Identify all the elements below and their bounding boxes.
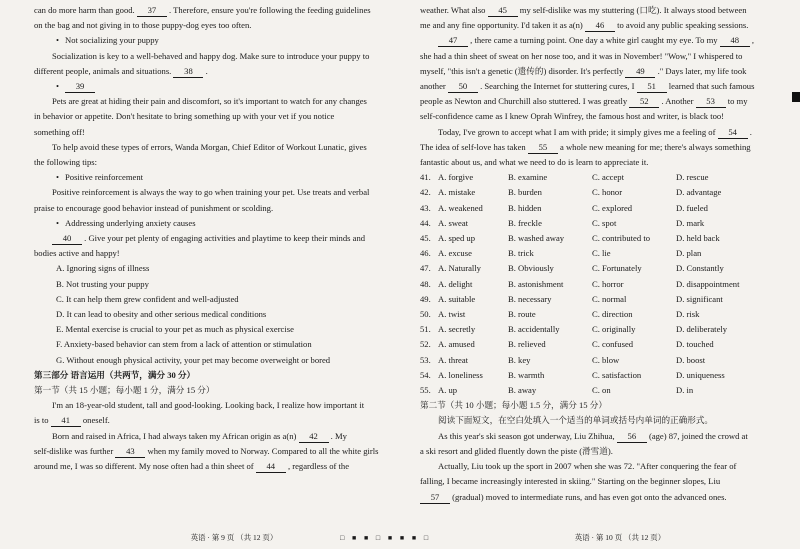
blank-38: 38 [173,66,203,78]
option-row [420,322,782,337]
question-number: 41. [420,172,431,183]
option-b: B. accidentally [508,324,560,335]
text-line: weather. What also 45 my self-dislike was my stuttering (口吃). It always stood between [420,5,747,15]
text-line: around me, I was so different. My nose often had a thin sheet of 44 , regardless of the [34,461,350,472]
option-c: C. lie [592,248,611,259]
text-line: myself, "this isn't a genetic (遗传的) disorder. It's perfectly 49 ." Days later, my life took [420,65,747,76]
left-text-block [34,3,386,474]
text-line: B. Not trusting your puppy [56,278,149,289]
option-d: D. advantage [676,187,722,198]
blank-48: 48 [720,35,750,47]
option-d: D. Constantly [676,263,724,274]
text-line: C. It can help them grew confident and well-adjusted [56,293,239,304]
option-c: C. Fortunately [592,263,642,274]
blank-39: 39 [65,81,95,93]
text-line: The idea of self-love has taken 55 a whole new meaning for me; there's always something [420,141,751,152]
option-c: C. blow [592,354,620,365]
option-a: A. loneliness [438,369,483,380]
text-line: 第三部分 语言运用（共两节，满分 30 分） [34,369,196,380]
option-row [420,307,782,322]
text-line: people as Newton and Churchill also stuttered. I was greatly 52 . Another 53 to my [420,96,748,107]
option-row [420,353,782,368]
option-d: D. uniqueness [676,369,725,380]
option-b: B. away [508,385,537,396]
option-d: D. plan [676,248,702,259]
blank-44: 44 [256,461,286,473]
blank-40: 40 [52,233,82,245]
option-d: D. mark [676,217,705,228]
page-edge-mark [792,92,800,102]
option-a: A. delight [438,278,473,289]
blank-50: 50 [448,81,478,93]
option-d: D. deliberately [676,324,728,335]
text-line: can do more harm than good. 37 . Therefore, ensure you're following the feeding guidelines [34,5,371,15]
text-line: G. Without enough physical activity, your pet may become overweight or bored [56,354,331,365]
option-c: C. honor [592,187,623,198]
question-number: 48. [420,278,431,289]
cloze-options [420,170,782,398]
text-line: a ski resort and glided fluently down the piste (滑雪道). [420,445,613,456]
text-line: 第一节（共 15 小题；每小题 1 分，满分 15 分） [34,385,215,396]
option-b: B. examine [508,172,548,183]
option-b: B. burden [508,187,542,198]
option-c: C. direction [592,309,633,320]
option-b: B. hidden [508,202,542,213]
blank-37: 37 [137,5,167,17]
question-number: 44. [420,217,431,228]
blank-52: 52 [629,96,659,108]
blank-41: 41 [51,415,81,427]
text-line: • Not socializing your puppy [34,33,386,48]
right-page [400,0,800,549]
text-line: As this year's ski season got underway, Liu Zhihua, 56 (age) 87, joined the crowd at [438,430,748,441]
option-b: B. warmth [508,369,545,380]
option-d: D. held back [676,233,720,244]
blank-43: 43 [115,446,145,458]
text-line: • Positive reinforcement [34,170,386,185]
option-a: A. excuse [438,248,472,259]
text-line: 57 (gradual) moved to intermediate runs, and has even got onto the advanced ones. [420,490,782,505]
option-c: C. spot [592,217,617,228]
text-line: self-dislike was further 43 when my family moved to Norway. Compared to all the white girls [34,445,379,456]
option-row [420,292,782,307]
option-row [420,170,782,185]
blank-55: 55 [528,142,558,154]
option-a: A. forgive [438,172,474,183]
question-number: 45. [420,233,431,244]
text-line: F. Anxiety-based behavior can stem from a lack of attention or stimulation [56,339,312,350]
option-b: B. freckle [508,217,542,228]
option-row [420,277,782,292]
option-row [420,185,782,200]
question-number: 49. [420,293,431,304]
blank-53: 53 [696,96,726,108]
option-c: C. contributed to [592,233,650,244]
blank-45: 45 [488,5,518,17]
text-line: I'm an 18-year-old student, tall and good-looking. Looking back, I realize how important it [52,400,365,411]
question-number: 53. [420,354,431,365]
option-b: B. trick [508,248,534,259]
text-line: Born and raised in Africa, I had always taken my African origin as a(n) 42 . My [52,430,347,441]
option-d: D. rescue [676,172,709,183]
blank-51: 51 [637,81,667,93]
text-line: something off! [34,126,85,137]
option-b: B. relieved [508,339,546,350]
question-number: 42. [420,187,431,198]
option-row [420,383,782,398]
option-a: A. sweat [438,217,469,228]
option-c: C. horror [592,278,624,289]
question-number: 54. [420,369,431,380]
option-d: D. boost [676,354,706,365]
option-d: D. fueled [676,202,708,213]
option-d: D. in [676,385,694,396]
option-d: D. significant [676,293,723,304]
question-number: 51. [420,324,431,335]
blank-49: 49 [625,66,655,78]
option-row [420,246,782,261]
text-line: Socialization is key to a well-behaved and happy dog. Make sure to introduce your puppy to [52,50,370,61]
option-a: A. up [438,385,458,396]
question-number: 43. [420,202,431,213]
text-line: is to 41 oneself. [34,415,110,426]
text-line: self-confidence came as I knew Oprah Winfrey, the famous host and writer, is black too! [420,111,725,122]
text-line: Positive reinforcement is always the way to go when training your pet. Use treats and verbal [52,187,370,198]
option-a: A. weakened [438,202,483,213]
left-page-footer: 英语 · 第 9 页 （共 12 页） [190,533,278,542]
option-a: A. twist [438,309,466,320]
text-line: in behavior or appetite. Don't hesitate to bring something up with your vet if you notice [34,111,335,122]
text-line: Pets are great at hiding their pain and discomfort, so it's important to watch for any changes [52,96,367,107]
blank-46: 46 [585,20,615,32]
text-line: me and any fine opportunity. I'd taken it as a(n) 46 to avoid any public speaking sessions. [420,20,749,31]
option-a: A. mistake [438,187,476,198]
option-b: B. astonishment [508,278,564,289]
option-b: B. washed away [508,233,565,244]
blank-56: 56 [617,431,647,443]
option-row [420,201,782,216]
option-b: B. key [508,354,531,365]
text-line: Actually, Liu took up the sport in 2007 when she was 72. "After conquering the fear of [438,461,737,472]
option-c: C. confused [592,339,634,350]
text-line: • Addressing underlying anxiety causes [34,216,386,231]
text-line: fantastic about us, and what we need to do is learn to appreciate it. [420,157,649,168]
text-line: bodies active and happy! [34,248,120,259]
question-number: 46. [420,248,431,259]
option-row [420,368,782,383]
text-line: 47 , there came a turning point. One day a white girl caught my eye. To my 48 , [420,33,782,48]
option-row [420,261,782,276]
option-a: A. amused [438,339,475,350]
option-a: A. sped up [438,233,475,244]
question-number: 52. [420,339,431,350]
question-number: 50. [420,309,431,320]
option-b: B. Obviously [508,263,554,274]
option-a: A. secretly [438,324,476,335]
text-line: falling, I became increasingly interested in skiing." Starting on the beginner slopes, Liu [420,476,721,487]
right-text-block [420,3,782,170]
option-a: A. Naturally [438,263,481,274]
blank-57: 57 [420,492,450,504]
blank-42: 42 [299,431,329,443]
option-row [420,216,782,231]
option-d: D. touched [676,339,714,350]
option-a: A. threat [438,354,469,365]
option-d: D. risk [676,309,700,320]
blank-54: 54 [718,127,748,139]
text-line: 阅读下面短文，在空白处填入一个适当的单词或括号内单词的正确形式。 [438,415,714,426]
option-c: C. accept [592,172,624,183]
option-c: C. originally [592,324,636,335]
text-line: 第二节（共 10 小题；每小题 1.5 分，满分 15 分） [420,400,607,411]
right-page-footer: 英语 · 第 10 页 （共 12 页） [574,533,666,542]
option-b: B. necessary [508,293,552,304]
option-d: D. disappointment [676,278,740,289]
text-line: E. Mental exercise is crucial to your pet as much as physical exercise [56,324,294,335]
option-row [420,337,782,352]
text-line: Today, I've grown to accept what I am with pride; it simply gives me a feeling of 54 . [438,126,752,137]
text-line: D. It can lead to obesity and other serious medical conditions [56,309,267,320]
question-number: 55. [420,385,431,396]
blank-47: 47 [438,35,468,47]
text-line [34,79,386,94]
text-line: the following tips: [34,157,98,168]
text-line: A. Ignoring signs of illness [56,263,150,274]
text-line: on the bag and not giving in to those puppy-dog eyes too often. [34,20,252,31]
option-c: C. explored [592,202,633,213]
text-line: she had a thin sheet of sweat on her nose too, and it was in November! "Wow," I whispered to [420,50,743,61]
option-c: C. satisfaction [592,369,642,380]
question-number: 47. [420,263,431,274]
text-line: To help avoid these types of errors, Wanda Morgan, Chief Editor of Workout Lunatic, gives [52,141,367,152]
option-a: A. suitable [438,293,476,304]
option-b: B. route [508,309,536,320]
option-row [420,231,782,246]
grammar-fill-section [420,398,782,504]
option-c: C. normal [592,293,627,304]
text-line: 40 . Give your pet plenty of engaging activities and playtime to keep their minds and [34,231,386,246]
text-line: different people, animals and situations. 38 . [34,65,208,76]
text-line: another 50 . Searching the Internet for stuttering cures, I 51 learned that such famous [420,81,755,92]
alignment-marks: □ ■ ■ □ ■ ■ ■ □ [340,534,432,542]
text-line: praise to encourage good behavior instead of punishment or scolding. [34,202,274,213]
option-c: C. on [592,385,611,396]
